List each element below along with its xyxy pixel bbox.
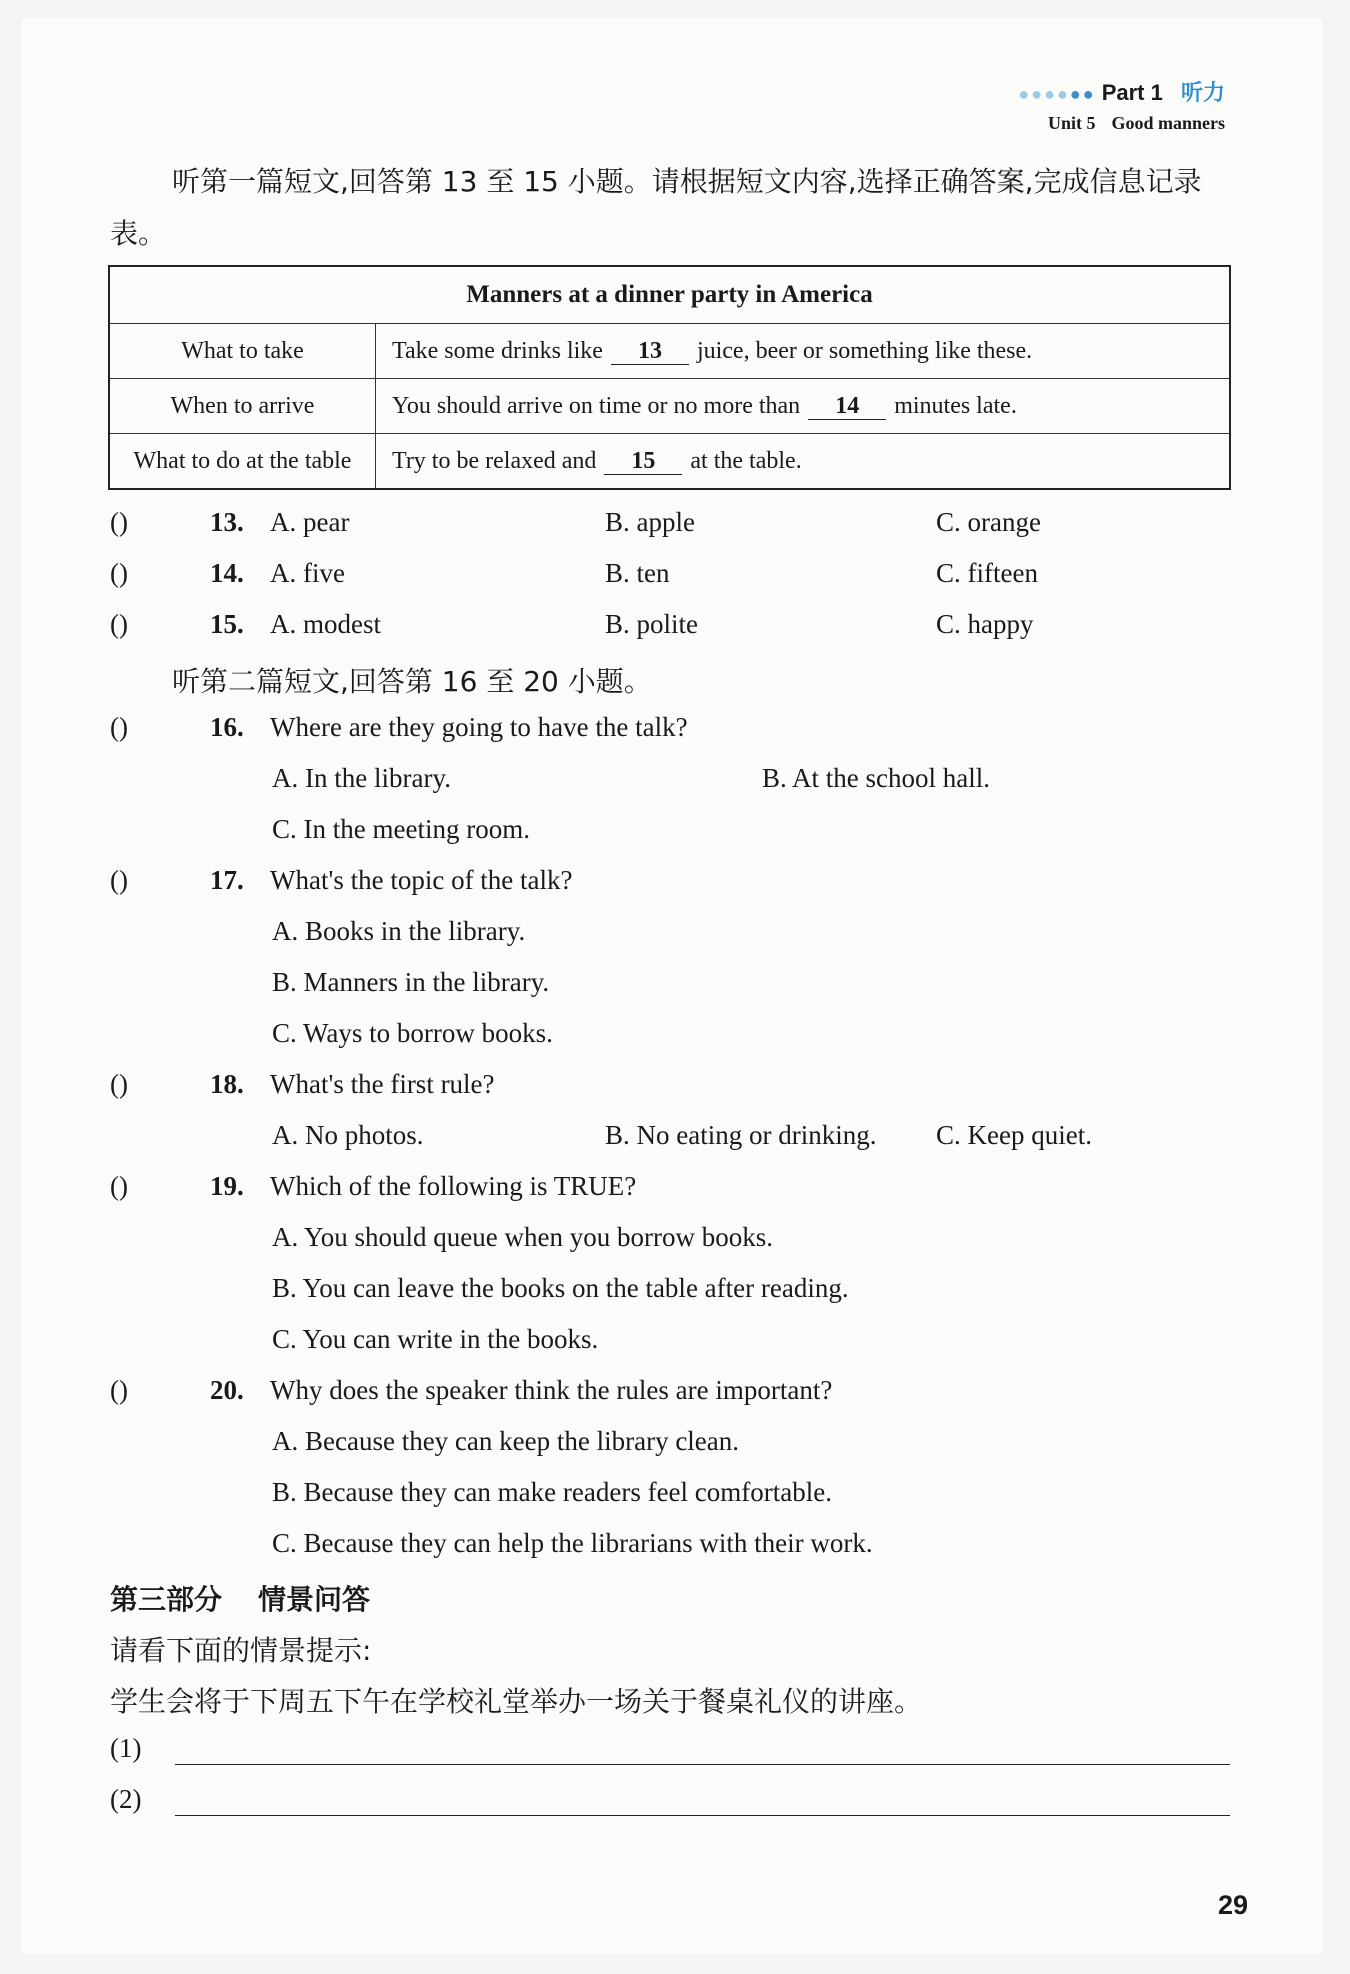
blank-15[interactable]: 15: [604, 448, 682, 475]
answer-line-1[interactable]: [175, 1764, 1230, 1765]
unit-title: Good manners: [1111, 113, 1225, 133]
row-content: Take some drinks like 13 juice, beer or something like these.: [376, 324, 1231, 379]
question-text: Which of the following is TRUE?: [270, 1171, 637, 1201]
option-c[interactable]: C. happy: [936, 609, 1034, 639]
question-text: Where are they going to have the talk?: [270, 712, 688, 742]
answer-paren-open[interactable]: (: [110, 507, 119, 537]
answer-paren-open[interactable]: (: [110, 1375, 119, 1405]
question-14: () 14. A. five B. ten C. fifteen: [110, 558, 1038, 588]
option-a[interactable]: A. modest: [270, 609, 381, 639]
option-c[interactable]: C. You can write in the books.: [272, 1324, 599, 1354]
option-c[interactable]: C. Keep quiet.: [936, 1120, 1092, 1150]
page-header: [1018, 76, 1225, 134]
part-cn-label: 听力: [1180, 81, 1225, 106]
answer-paren-close[interactable]: ): [119, 865, 128, 895]
row-label: What to take: [109, 324, 376, 379]
option-b[interactable]: B. At the school hall.: [762, 763, 990, 793]
option-c[interactable]: C. orange: [936, 507, 1041, 537]
option-a[interactable]: A. You should queue when you borrow books.: [272, 1222, 773, 1252]
table-row: [109, 434, 1230, 490]
row-content: Try to be relaxed and 15 at the table.: [376, 434, 1231, 490]
answer-paren-close[interactable]: ): [119, 609, 128, 639]
answer-paren-open[interactable]: (: [110, 865, 119, 895]
decorative-dots-icon: ●●●●●●: [1018, 84, 1096, 104]
row-content: You should arrive on time or no more than 14 minutes late.: [376, 379, 1231, 434]
answer-paren-close[interactable]: ): [119, 1375, 128, 1405]
question-15: () 15. A. modest B. polite C. happy: [110, 609, 1034, 639]
option-b[interactable]: B. polite: [605, 609, 698, 639]
option-a[interactable]: A. Books in the library.: [272, 916, 526, 946]
answer-paren-close[interactable]: ): [119, 558, 128, 588]
part3-title: 第三部分 情景问答: [110, 1583, 371, 1616]
table-title: Manners at a dinner party in America: [109, 266, 1230, 324]
unit-label: Unit 5: [1047, 113, 1096, 133]
option-a[interactable]: A. five: [270, 558, 345, 588]
scenario-prompt-label: 请看下面的情景提示:: [110, 1634, 372, 1667]
option-b[interactable]: B. Manners in the library.: [272, 967, 550, 997]
answer-paren-close[interactable]: ): [119, 507, 128, 537]
table-row: [109, 324, 1230, 379]
info-table: [108, 265, 1231, 490]
answer-line-1-label: (1): [110, 1733, 142, 1763]
answer-paren-open[interactable]: (: [110, 1171, 119, 1201]
page-number: 29: [1217, 1890, 1248, 1920]
section1-instructions: 听第一篇短文,回答第 13 至 15 小题。请根据短文内容,选择正确答案,完成信息记录表。: [110, 165, 1202, 250]
answer-paren-open[interactable]: (: [110, 609, 119, 639]
answer-paren-open[interactable]: (: [110, 558, 119, 588]
option-a[interactable]: A. pear: [270, 507, 350, 537]
question-18: () 18. What's the first rule?: [110, 1069, 495, 1099]
option-b[interactable]: B. No eating or drinking.: [605, 1120, 877, 1150]
option-c[interactable]: C. fifteen: [936, 558, 1038, 588]
row-label: What to do at the table: [109, 434, 376, 490]
answer-paren-close[interactable]: ): [119, 1171, 128, 1201]
scenario-text: 学生会将于下周五下午在学校礼堂举办一场关于餐桌礼仪的讲座。: [110, 1685, 923, 1718]
question-13: () 13. A. pear B. apple C. orange: [110, 507, 1041, 537]
option-c[interactable]: C. Ways to borrow books.: [272, 1018, 553, 1048]
table-row: [109, 379, 1230, 434]
question-text: Why does the speaker think the rules are important?: [270, 1375, 833, 1405]
option-b[interactable]: B. ten: [605, 558, 670, 588]
question-19: () 19. Which of the following is TRUE?: [110, 1171, 637, 1201]
row-label: When to arrive: [109, 379, 376, 434]
question-20: () 20. Why does the speaker think the rules are important?: [110, 1375, 833, 1405]
answer-line-2[interactable]: [175, 1815, 1230, 1816]
answer-paren-close[interactable]: ): [119, 712, 128, 742]
question-text: What's the first rule?: [270, 1069, 495, 1099]
blank-14[interactable]: 14: [808, 393, 886, 420]
blank-13[interactable]: 13: [611, 338, 689, 365]
option-b[interactable]: B. apple: [605, 507, 695, 537]
part-label: Part 1: [1101, 80, 1163, 105]
option-c[interactable]: C. Because they can help the librarians with their work.: [272, 1528, 873, 1558]
option-b[interactable]: B. You can leave the books on the table after reading.: [272, 1273, 849, 1303]
option-a[interactable]: A. No photos.: [272, 1120, 424, 1150]
option-b[interactable]: B. Because they can make readers feel comfortable.: [272, 1477, 832, 1507]
answer-paren-open[interactable]: (: [110, 712, 119, 742]
question-text: What's the topic of the talk?: [270, 865, 573, 895]
question-17: () 17. What's the topic of the talk?: [110, 865, 573, 895]
question-16: () 16. Where are they going to have the talk?: [110, 712, 688, 742]
section2-instructions: 听第二篇短文,回答第 16 至 20 小题。: [172, 665, 652, 698]
option-c[interactable]: C. In the meeting room.: [272, 814, 530, 844]
answer-paren-close[interactable]: ): [119, 1069, 128, 1099]
answer-paren-open[interactable]: (: [110, 1069, 119, 1099]
option-a[interactable]: A. Because they can keep the library clean.: [272, 1426, 740, 1456]
option-a[interactable]: A. In the library.: [272, 763, 451, 793]
answer-line-2-label: (2): [110, 1784, 142, 1814]
